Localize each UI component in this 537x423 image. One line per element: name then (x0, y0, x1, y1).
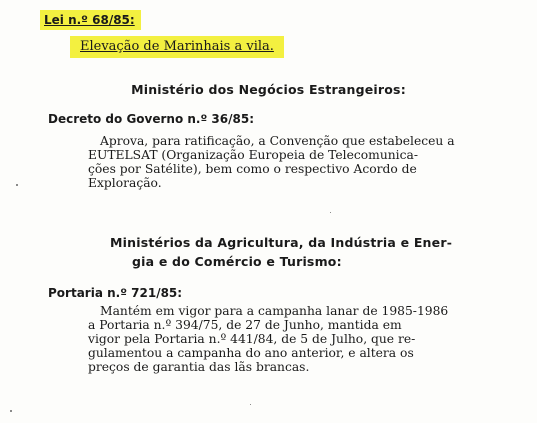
decree-summary-line: Aprova, para ratificação, a Convenção que estabeleceu a (100, 134, 455, 148)
paper-speck (250, 404, 251, 405)
portaria-title: Portaria n.º 721/85: (48, 286, 183, 300)
decree-summary-line: EUTELSAT (Organização Europeia de Telecomunica- (88, 148, 418, 162)
decree-summary-line: Exploração. (88, 176, 162, 190)
decree-title: Decreto do Governo n.º 36/85: (48, 112, 255, 126)
law-title: Elevação de Marinhais a vila. (70, 36, 284, 58)
decree-summary (88, 134, 506, 190)
portaria-summary-line: Mantém em vigor para a campanha lanar de 1985-1986 (100, 304, 449, 318)
ministry-heading-line: gia e do Comércio e Turismo: (132, 254, 342, 269)
ministry-heading-agriculture (110, 233, 510, 271)
portaria-summary (88, 304, 506, 374)
ministry-heading-foreign-affairs: Ministério dos Negócios Estrangeiros: (131, 82, 406, 97)
ministry-heading-line: Ministérios da Agricultura, da Indústria e Ener- (110, 235, 453, 250)
law-number: Lei n.º 68/85: (40, 10, 141, 30)
paper-speck (16, 184, 18, 186)
paper-speck (10, 410, 12, 412)
decree-summary-line: ções por Satélite), bem como o respectivo Acordo de (88, 162, 417, 176)
portaria-summary-line: a Portaria n.º 394/75, de 27 de Junho, mantida em (88, 318, 402, 332)
portaria-summary-line: gulamentou a campanha do ano anterior, e altera os (88, 346, 414, 360)
paper-speck (330, 212, 331, 213)
portaria-summary-line: preços de garantia das lãs brancas. (88, 360, 310, 374)
portaria-summary-line: vigor pela Portaria n.º 441/84, de 5 de Julho, que re- (88, 332, 416, 346)
